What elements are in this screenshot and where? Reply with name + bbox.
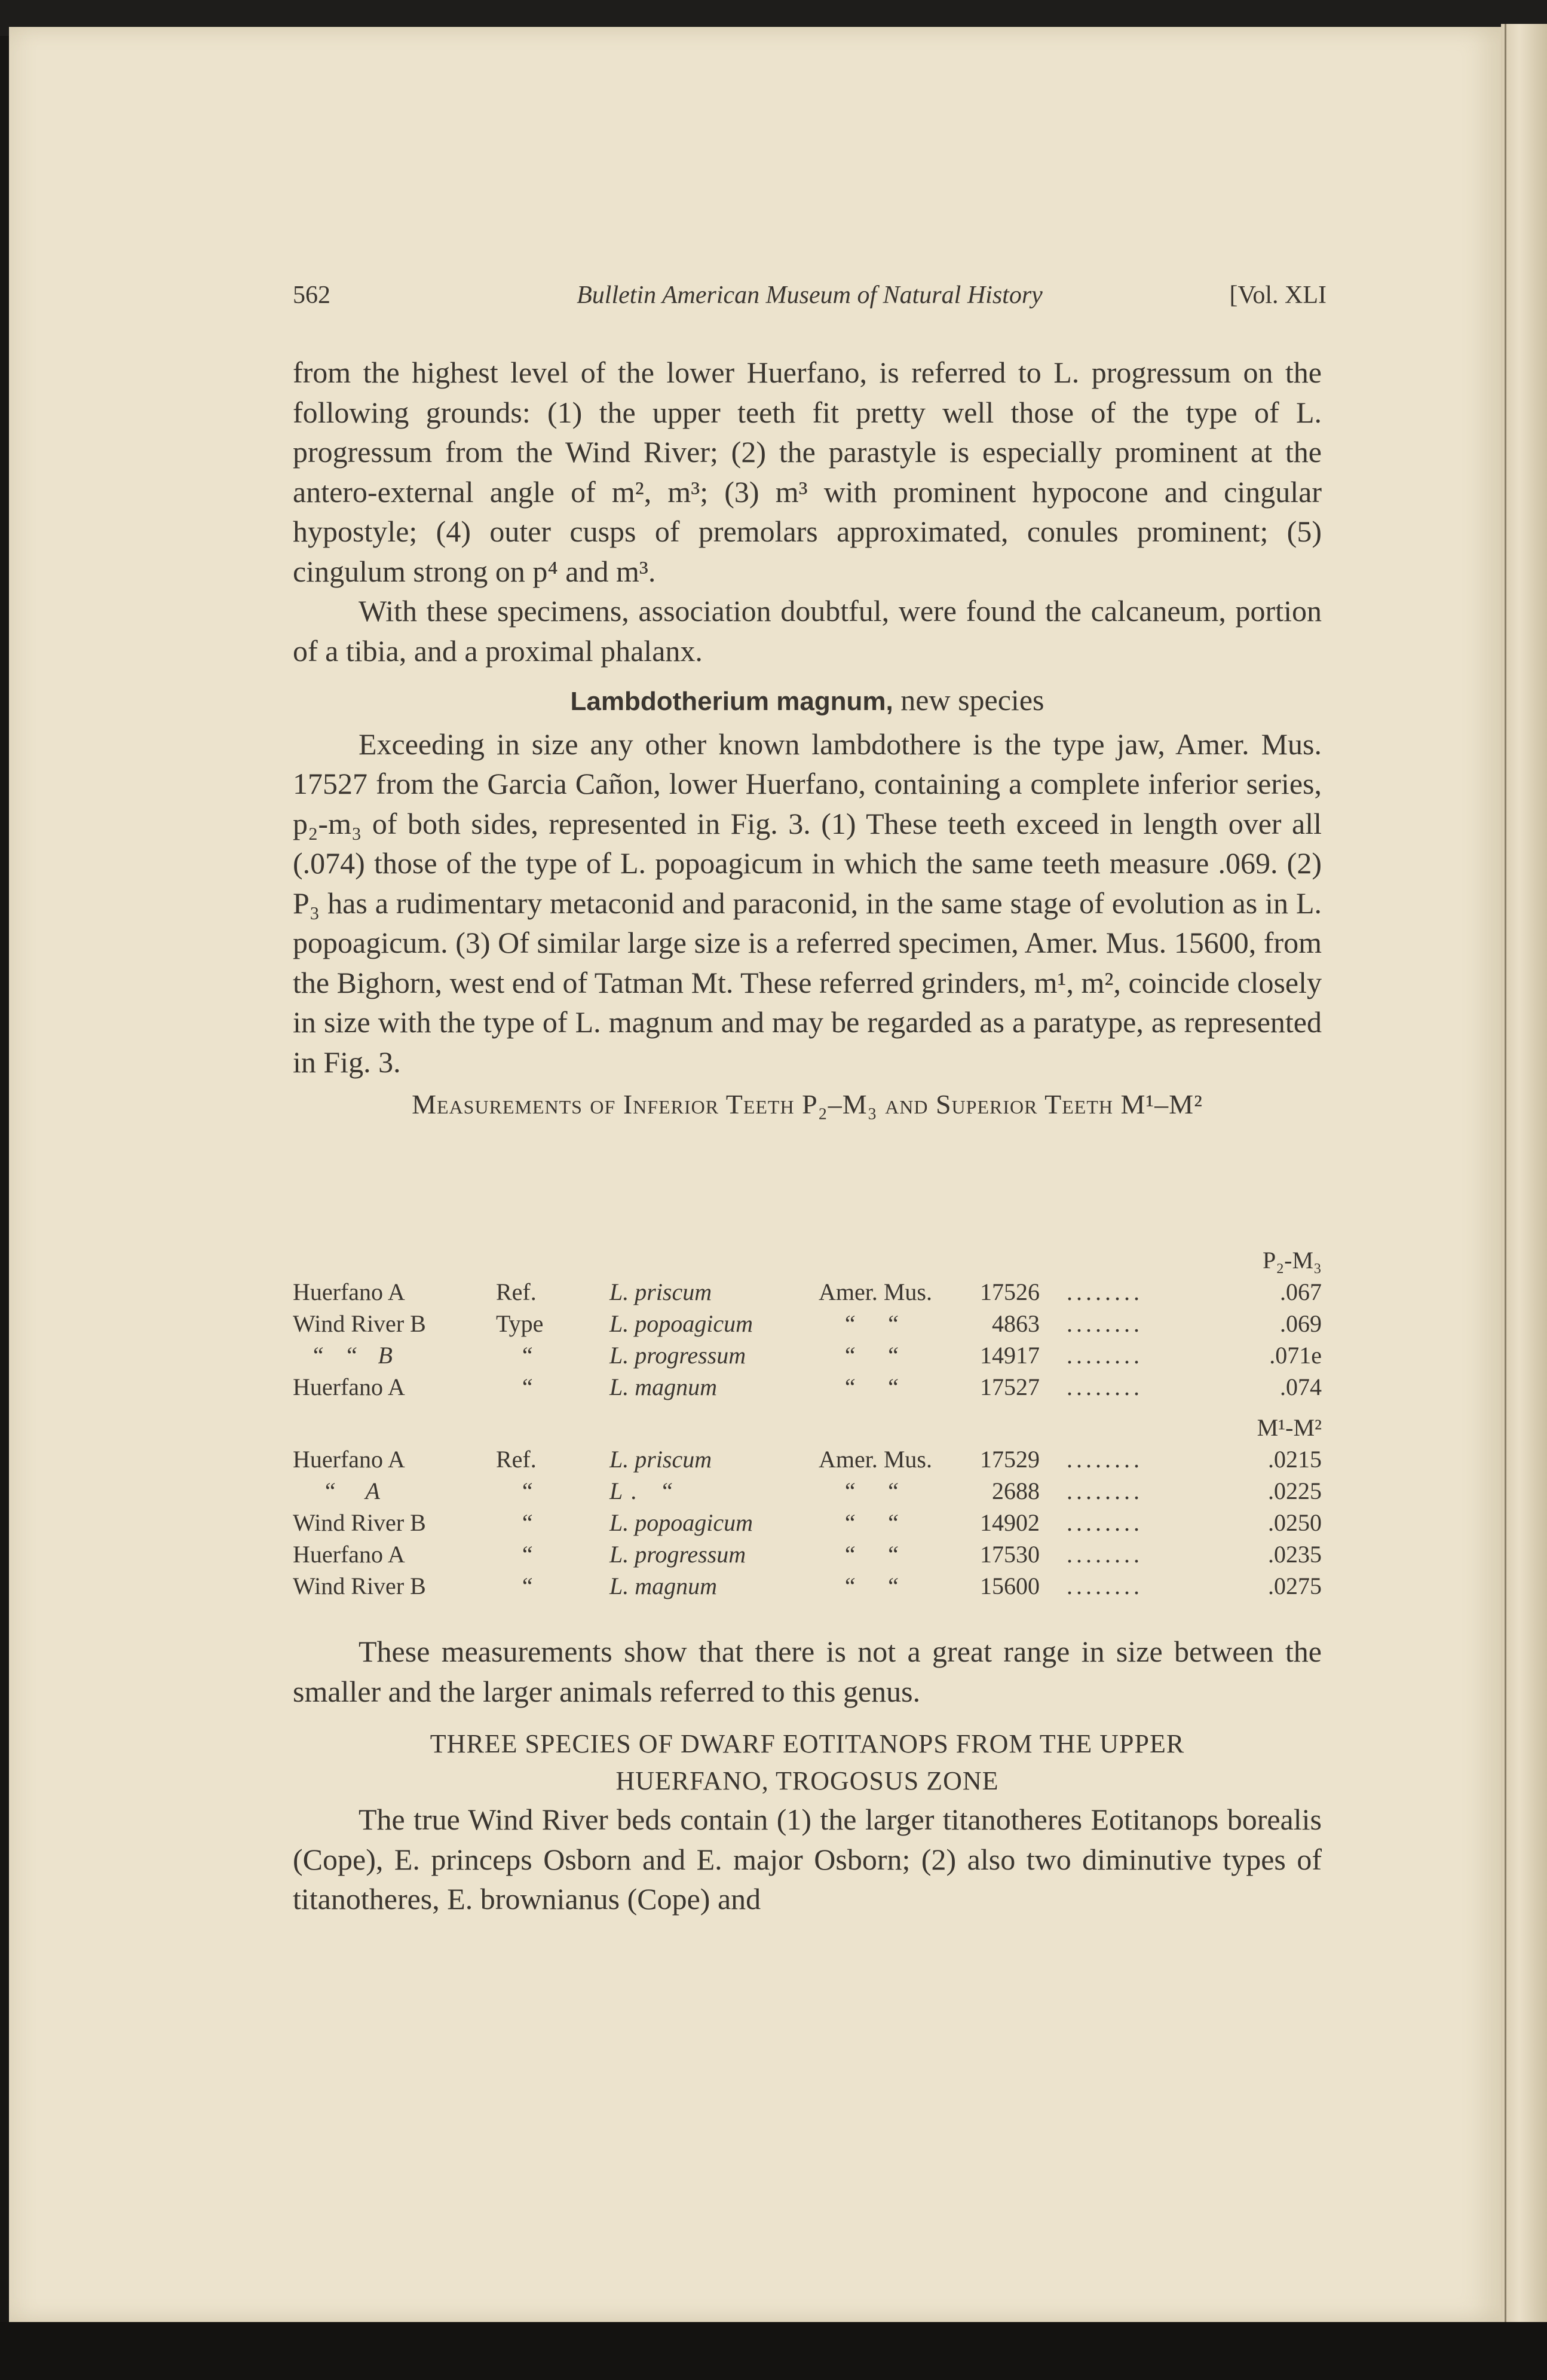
leader-dots: ........ [1067, 1278, 1143, 1305]
collection: “ “ [843, 1342, 911, 1369]
ref: Type [496, 1310, 544, 1337]
table-row [293, 1278, 1322, 1310]
page-gutter-line [1505, 24, 1506, 2331]
species: L. popoagicum [609, 1310, 753, 1337]
measurement: .071e [1269, 1342, 1322, 1369]
leader-dots: ........ [1067, 1541, 1143, 1568]
locality: Wind River B [293, 1509, 426, 1536]
table-row [293, 1373, 1322, 1405]
table-row [293, 1477, 1322, 1509]
ref: “ [520, 1373, 534, 1400]
measurement: .0275 [1268, 1573, 1322, 1599]
paragraph-4: These measurements show that there is not a great range in size between the smaller and the larger animals referred to this genus. [293, 1635, 1322, 1708]
collection: “ “ [843, 1509, 911, 1536]
locality: Wind River B [293, 1310, 426, 1337]
collection: “ “ [843, 1477, 911, 1504]
ref: Ref. [496, 1278, 537, 1305]
species: L. progressum [609, 1541, 746, 1568]
measurement: .0225 [1268, 1477, 1322, 1504]
measurements-table-superior [293, 1414, 1322, 1604]
species: L. “ [609, 1477, 682, 1504]
measurement: .0235 [1268, 1541, 1322, 1568]
leader-dots: ........ [1067, 1573, 1143, 1599]
running-header [293, 281, 1327, 317]
locality: Huerfano A [293, 1373, 405, 1400]
species-suffix: new species [893, 683, 1044, 717]
collection: “ “ [843, 1573, 911, 1599]
locality: Wind River B [293, 1573, 426, 1599]
locality: “ “ B [311, 1342, 400, 1369]
table-row [293, 1572, 1322, 1604]
species-heading [293, 680, 1322, 722]
volume-label: [Vol. XLI [1229, 282, 1327, 309]
collection: “ “ [843, 1541, 911, 1568]
section-heading-line-1: THREE SPECIES OF DWARF EOTITANOPS FROM THE UPPER [430, 1729, 1185, 1758]
collection: “ “ [843, 1373, 911, 1400]
collection: “ “ [843, 1310, 911, 1337]
leader-dots: ........ [1067, 1509, 1143, 1536]
species-name: Lambdotherium magnum, [570, 687, 893, 716]
section-heading-line-2: HUERFANO, TROGOSUS ZONE [615, 1766, 999, 1795]
table-title: Measurements of Inferior Teeth P₂–M₃ and Superior Teeth M¹–M² [412, 1089, 1203, 1119]
catalog-number: 14902 [980, 1509, 1040, 1536]
paragraph-2: With these specimens, association doubtful, were found the calcaneum, portion of a tibia, and a proximal phalanx. [293, 594, 1322, 668]
leader-dots: ........ [1067, 1310, 1143, 1337]
page-body [293, 353, 1322, 1122]
ref: Ref. [496, 1446, 537, 1473]
measurements-table-inferior [293, 1246, 1322, 1405]
page-number: 562 [293, 282, 330, 309]
ref: “ [520, 1573, 534, 1599]
next-page-edge [1501, 24, 1547, 2331]
table-row [293, 1540, 1322, 1572]
species: L. priscum [609, 1446, 712, 1473]
species: L. magnum [609, 1373, 718, 1400]
measurement: .0215 [1268, 1446, 1322, 1473]
catalog-number: 2688 [992, 1477, 1040, 1504]
table-header-row [293, 1414, 1322, 1445]
catalog-number: 14917 [980, 1342, 1040, 1369]
locality: Huerfano A [293, 1541, 405, 1568]
catalog-number: 17530 [980, 1541, 1040, 1568]
ref: “ [520, 1477, 534, 1504]
paragraph-1: from the highest level of the lower Huerfano, is referred to L. progressum on the following grounds: (1) the upper teeth fit pretty well those of the type of L. progressum from the Wind River; (2) the parastyle is especially prominent at the antero-external angle of m², m³; (3) m³ with prominent hypocone and cingular hypostyle; (4) outer cusps of premolars approximated, conules prominent; (5) cingulum strong on p⁴ and m³. [293, 356, 1322, 588]
measurement: .074 [1280, 1373, 1322, 1400]
species: L. magnum [609, 1573, 718, 1599]
table-row [293, 1341, 1322, 1373]
column-header-m1-m2: M¹-M² [1257, 1414, 1322, 1441]
measurement: .069 [1280, 1310, 1322, 1337]
locality: Huerfano A [293, 1278, 405, 1305]
catalog-number: 17527 [980, 1373, 1040, 1400]
catalog-number: 15600 [980, 1573, 1040, 1599]
species: L. popoagicum [609, 1509, 753, 1536]
leader-dots: ........ [1067, 1446, 1143, 1473]
leader-dots: ........ [1067, 1373, 1143, 1400]
table-header-row [293, 1246, 1322, 1278]
catalog-number: 4863 [992, 1310, 1040, 1337]
journal-title: Bulletin American Museum of Natural History [577, 282, 1043, 309]
collection: Amer. Mus. [819, 1446, 932, 1473]
locality: “ A [323, 1477, 392, 1504]
collection: Amer. Mus. [819, 1278, 932, 1305]
table-row [293, 1310, 1322, 1341]
leader-dots: ........ [1067, 1342, 1143, 1369]
catalog-number: 17529 [980, 1446, 1040, 1473]
ref: “ [520, 1541, 534, 1568]
locality: Huerfano A [293, 1446, 405, 1473]
species: L. priscum [609, 1278, 712, 1305]
column-header-p2-m3: P₂-M₃ [1262, 1247, 1322, 1274]
measurement: .067 [1280, 1278, 1322, 1305]
ref: “ [520, 1342, 534, 1369]
table-row [293, 1445, 1322, 1477]
leader-dots: ........ [1067, 1477, 1143, 1504]
paragraph-3: Exceeding in size any other known lambdothere is the type jaw, Amer. Mus. 17527 from the Garcia Cañon, lower Huerfano, containing a complete inferior series, p₂-m₃ of both sides, represented in Fig. 3. (1) These teeth exceed in length over all (.074) those of the type of L. popoagicum in which the same teeth measure .069. (2) P₃ has a rudimentary metaconid and paraconid, in the same stage of evolution as in L. popoagicum. (3) Of similar large size is a referred specimen, Amer. Mus. 15600, from the Bighorn, west end of Tatman Mt. These referred grinders, m¹, m², coincide closely in size with the type of L. magnum and may be regarded as a paratype, as represented in Fig. 3. [293, 727, 1322, 1079]
table-row [293, 1509, 1322, 1540]
scan-background-bottom [0, 2322, 1547, 2380]
ref: “ [520, 1509, 534, 1536]
species: L. progressum [609, 1342, 746, 1369]
paragraph-5: The true Wind River beds contain (1) the larger titanotheres Eotitanops borealis (Cope), E. princeps Osborn and E. major Osborn; (2) also two diminutive types of titanotheres, E. brownianus (Cope) and [293, 1803, 1322, 1916]
measurement: .0250 [1268, 1509, 1322, 1536]
page-body-continued [293, 1632, 1322, 1919]
catalog-number: 17526 [980, 1278, 1040, 1305]
